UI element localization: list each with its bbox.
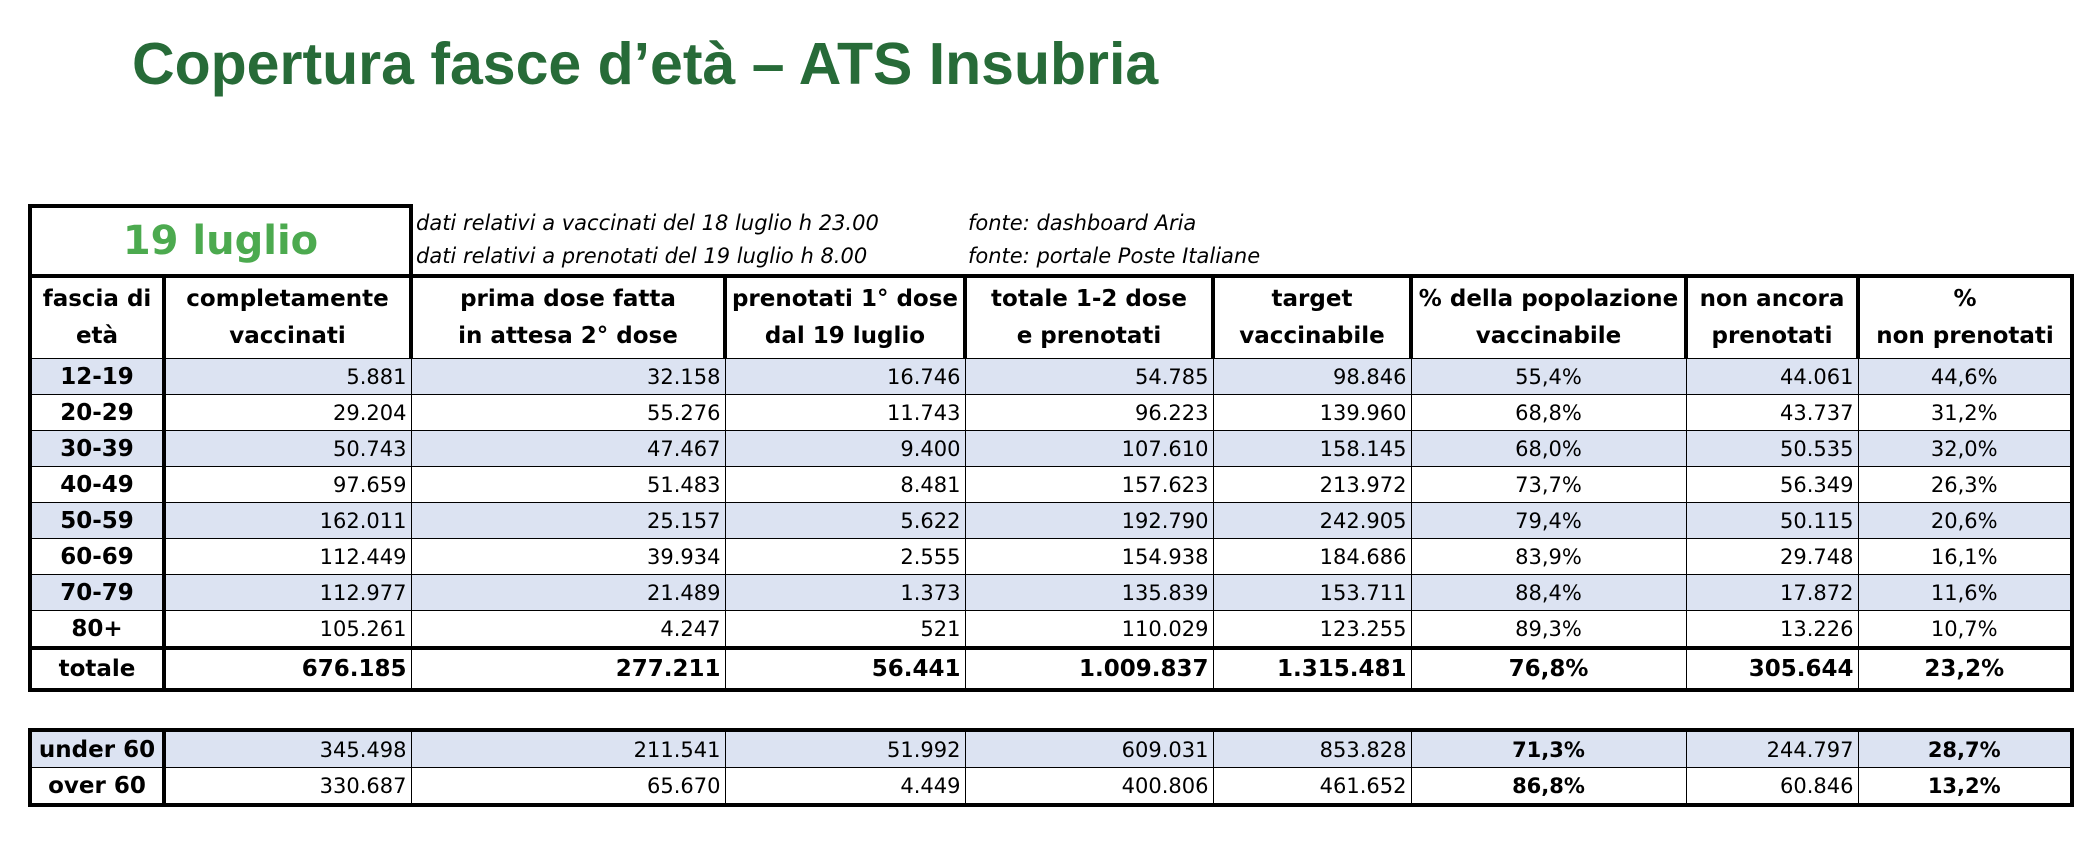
cell-completi: 112.449 <box>164 539 411 575</box>
cell-non-prenotati: 305.644 <box>1686 648 1858 690</box>
header-fascia: fascia di età <box>30 276 164 359</box>
cell-prenotati: 8.481 <box>725 467 965 503</box>
table-row <box>30 359 2072 395</box>
page-title: Copertura fasce d’età – ATS Insubria <box>132 31 1159 97</box>
summary-row <box>30 730 2072 768</box>
cell-prenotati: 2.555 <box>725 539 965 575</box>
cell-totale: 400.806 <box>965 768 1213 806</box>
cell-totale: 154.938 <box>965 539 1213 575</box>
cell-totale: 110.029 <box>965 611 1213 649</box>
cell-target: 853.828 <box>1213 730 1411 768</box>
cell-age: 80+ <box>30 611 164 649</box>
cell-totale: 96.223 <box>965 395 1213 431</box>
cell-pct-pop: 71,3% <box>1411 730 1686 768</box>
header-prima-dose: prima dose fatta in attesa 2° dose <box>411 276 725 359</box>
cell-completi: 50.743 <box>164 431 411 467</box>
cell-target: 461.652 <box>1213 768 1411 806</box>
coverage-table <box>28 274 2074 692</box>
cell-prenotati: 16.746 <box>725 359 965 395</box>
header-target: target vaccinabile <box>1213 276 1411 359</box>
table-row <box>30 539 2072 575</box>
cell-non-prenotati: 56.349 <box>1686 467 1858 503</box>
cell-target: 153.711 <box>1213 575 1411 611</box>
cell-completi: 162.011 <box>164 503 411 539</box>
cell-prenotati: 56.441 <box>725 648 965 690</box>
table-row <box>30 503 2072 539</box>
cell-target: 158.145 <box>1213 431 1411 467</box>
cell-target: 139.960 <box>1213 395 1411 431</box>
cell-age: under 60 <box>30 730 164 768</box>
cell-prenotati: 51.992 <box>725 730 965 768</box>
cell-target: 184.686 <box>1213 539 1411 575</box>
cell-completi: 330.687 <box>164 768 411 806</box>
cell-non-prenotati: 44.061 <box>1686 359 1858 395</box>
cell-totale: 192.790 <box>965 503 1213 539</box>
header-totale: totale 1-2 dose e prenotati <box>965 276 1213 359</box>
cell-pct-non: 23,2% <box>1858 648 2072 690</box>
cell-prima-dose: 39.934 <box>411 539 725 575</box>
cell-prenotati: 11.743 <box>725 395 965 431</box>
cell-target: 123.255 <box>1213 611 1411 649</box>
cell-pct-non: 31,2% <box>1858 395 2072 431</box>
cell-age: 20-29 <box>30 395 164 431</box>
table-row <box>30 395 2072 431</box>
cell-target: 242.905 <box>1213 503 1411 539</box>
cell-pct-pop: 89,3% <box>1411 611 1686 649</box>
cell-pct-pop: 88,4% <box>1411 575 1686 611</box>
cell-prima-dose: 65.670 <box>411 768 725 806</box>
cell-pct-non: 44,6% <box>1858 359 2072 395</box>
cell-non-prenotati: 13.226 <box>1686 611 1858 649</box>
total-row <box>30 648 2072 690</box>
table-row <box>30 467 2072 503</box>
cell-non-prenotati: 43.737 <box>1686 395 1858 431</box>
cell-prenotati: 9.400 <box>725 431 965 467</box>
cell-target: 98.846 <box>1213 359 1411 395</box>
cell-age: 50-59 <box>30 503 164 539</box>
cell-pct-non: 26,3% <box>1858 467 2072 503</box>
header-pct-non: % non prenotati <box>1858 276 2072 359</box>
date-label: 19 luglio <box>28 204 413 274</box>
cell-pct-pop: 73,7% <box>1411 467 1686 503</box>
cell-totale: 135.839 <box>965 575 1213 611</box>
cell-prima-dose: 25.157 <box>411 503 725 539</box>
header-prenotati: prenotati 1° dose dal 19 luglio <box>725 276 965 359</box>
cell-non-prenotati: 60.846 <box>1686 768 1858 806</box>
source-poste: fonte: portale Poste Italiane <box>968 244 1261 268</box>
cell-non-prenotati: 29.748 <box>1686 539 1858 575</box>
cell-completi: 97.659 <box>164 467 411 503</box>
cell-prima-dose: 211.541 <box>411 730 725 768</box>
cell-completi: 676.185 <box>164 648 411 690</box>
cell-prima-dose: 51.483 <box>411 467 725 503</box>
cell-prenotati: 521 <box>725 611 965 649</box>
cell-prenotati: 5.622 <box>725 503 965 539</box>
source-aria: fonte: dashboard Aria <box>968 211 1197 235</box>
cell-completi: 105.261 <box>164 611 411 649</box>
note-vaccinati: dati relativi a vaccinati del 18 luglio h 23.00 <box>416 211 879 235</box>
cell-age: 70-79 <box>30 575 164 611</box>
cell-totale: 157.623 <box>965 467 1213 503</box>
header-pct-pop: % della popolazione vaccinabile <box>1411 276 1686 359</box>
table-row <box>30 611 2072 649</box>
cell-age: totale <box>30 648 164 690</box>
cell-pct-pop: 68,8% <box>1411 395 1686 431</box>
cell-completi: 112.977 <box>164 575 411 611</box>
cell-age: 12-19 <box>30 359 164 395</box>
cell-prenotati: 1.373 <box>725 575 965 611</box>
summary-table <box>28 728 2074 807</box>
cell-age: 60-69 <box>30 539 164 575</box>
cell-target: 213.972 <box>1213 467 1411 503</box>
cell-prima-dose: 47.467 <box>411 431 725 467</box>
cell-completi: 5.881 <box>164 359 411 395</box>
cell-completi: 29.204 <box>164 395 411 431</box>
cell-totale: 107.610 <box>965 431 1213 467</box>
cell-pct-non: 20,6% <box>1858 503 2072 539</box>
cell-pct-pop: 76,8% <box>1411 648 1686 690</box>
cell-pct-pop: 83,9% <box>1411 539 1686 575</box>
cell-pct-non: 28,7% <box>1858 730 2072 768</box>
cell-non-prenotati: 50.115 <box>1686 503 1858 539</box>
cell-totale: 1.009.837 <box>965 648 1213 690</box>
table-row <box>30 431 2072 467</box>
cell-prima-dose: 21.489 <box>411 575 725 611</box>
cell-pct-non: 16,1% <box>1858 539 2072 575</box>
cell-prenotati: 4.449 <box>725 768 965 806</box>
cell-completi: 345.498 <box>164 730 411 768</box>
cell-age: 40-49 <box>30 467 164 503</box>
table-row <box>30 575 2072 611</box>
cell-age: 30-39 <box>30 431 164 467</box>
cell-age: over 60 <box>30 768 164 806</box>
cell-prima-dose: 4.247 <box>411 611 725 649</box>
header-completi: completamente vaccinati <box>164 276 411 359</box>
cell-totale: 54.785 <box>965 359 1213 395</box>
header-non-prenotati: non ancora prenotati <box>1686 276 1858 359</box>
cell-pct-pop: 55,4% <box>1411 359 1686 395</box>
cell-non-prenotati: 50.535 <box>1686 431 1858 467</box>
header-row <box>30 276 2072 359</box>
note-prenotati: dati relativi a prenotati del 19 luglio h 8.00 <box>416 244 868 268</box>
cell-pct-non: 10,7% <box>1858 611 2072 649</box>
cell-pct-non: 32,0% <box>1858 431 2072 467</box>
summary-row <box>30 768 2072 806</box>
cell-pct-non: 13,2% <box>1858 768 2072 806</box>
cell-pct-pop: 68,0% <box>1411 431 1686 467</box>
cell-pct-pop: 79,4% <box>1411 503 1686 539</box>
cell-totale: 609.031 <box>965 730 1213 768</box>
cell-target: 1.315.481 <box>1213 648 1411 690</box>
cell-non-prenotati: 17.872 <box>1686 575 1858 611</box>
cell-prima-dose: 55.276 <box>411 395 725 431</box>
cell-prima-dose: 32.158 <box>411 359 725 395</box>
cell-pct-pop: 86,8% <box>1411 768 1686 806</box>
cell-prima-dose: 277.211 <box>411 648 725 690</box>
cell-non-prenotati: 244.797 <box>1686 730 1858 768</box>
cell-pct-non: 11,6% <box>1858 575 2072 611</box>
